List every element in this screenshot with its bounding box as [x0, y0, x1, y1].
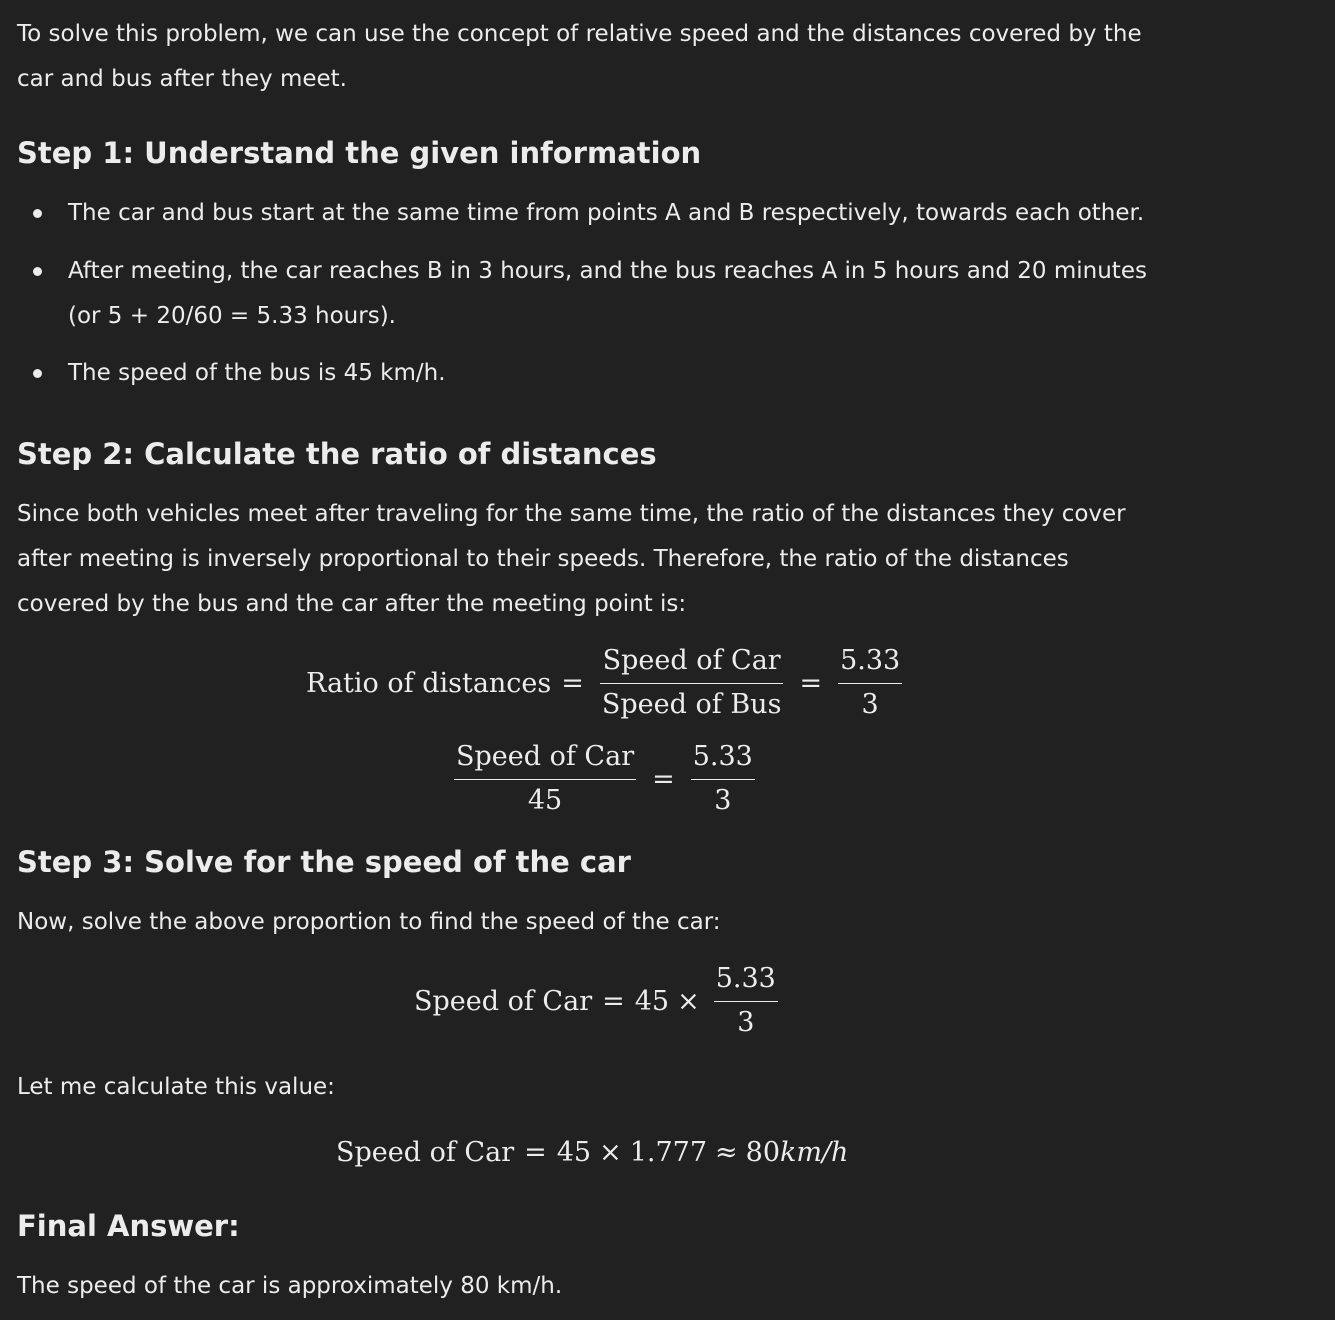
final-answer-text: The speed of the car is approximately 80 km/h. — [17, 1273, 563, 1299]
equals-sign: = — [602, 985, 625, 1017]
fraction-numerator: 5.33 — [715, 962, 776, 994]
car-speed-result-equation — [336, 1130, 848, 1174]
step1-bullet-2: After meeting, the car reaches B in 3 hours, and the bus reaches A in 5 hours and 20 minutes (or 5 + 20/60 = 5.33 hours). — [68, 258, 1147, 329]
speed-ratio-fraction — [600, 642, 784, 725]
times-sign: × — [677, 985, 700, 1017]
time-ratio-fraction — [691, 738, 755, 821]
step2-heading: Step 2: Calculate the ratio of distances — [17, 437, 657, 471]
bullet-dot — [33, 209, 42, 218]
approx-sign: ≈ — [715, 1136, 738, 1168]
factor-value: 45 — [556, 1136, 592, 1168]
ratio-equation — [306, 640, 908, 726]
fraction-numerator: 5.33 — [692, 740, 753, 772]
ratio-value: 1.777 — [629, 1136, 708, 1168]
proportion-equation — [448, 736, 761, 822]
car-speed-fraction — [454, 738, 636, 821]
result-unit: km/h — [780, 1136, 849, 1168]
step2-paragraph: Since both vehicles meet after traveling for the same time, the ratio of the distances they cover after meeting is inversely proportional to their speeds. Therefore, the ratio of the distances covered by the bus and the car after the meeting point is: — [17, 501, 1126, 617]
bullet-dot — [33, 369, 42, 378]
fraction-bar — [600, 683, 784, 685]
times-sign: × — [599, 1136, 622, 1168]
fraction-denominator: 3 — [861, 689, 879, 721]
fraction-numerator: 5.33 — [840, 644, 901, 676]
intro-paragraph: To solve this problem, we can use the concept of relative speed and the distances covered by the car and bus after they meet. — [17, 21, 1142, 92]
result-value: 80 — [745, 1136, 780, 1168]
car-speed-equation — [414, 958, 784, 1044]
fraction-bar — [714, 1001, 778, 1003]
fraction-numerator: Speed of Car — [602, 644, 781, 676]
fraction-denominator: Speed of Bus — [601, 689, 782, 721]
equals-sign: = — [524, 1136, 547, 1168]
step1-bullet-1: The car and bus start at the same time from points A and B respectively, towards each other. — [68, 200, 1145, 226]
calc-label: Let me calculate this value: — [17, 1074, 335, 1100]
equation-lhs: Speed of Car — [336, 1136, 515, 1168]
fraction-denominator: 45 — [527, 785, 563, 817]
final-heading: Final Answer: — [17, 1209, 240, 1243]
fraction-numerator: Speed of Car — [456, 740, 635, 772]
fraction-bar — [838, 683, 902, 685]
equals-sign: = — [799, 667, 823, 699]
step3-paragraph: Now, solve the above proportion to find the speed of the car: — [17, 909, 721, 935]
time-ratio-fraction — [838, 642, 902, 725]
equals-sign: = — [652, 763, 675, 795]
step1-bullet-3: The speed of the bus is 45 km/h. — [68, 360, 446, 386]
equals-sign: = — [561, 667, 584, 699]
fraction-denominator: 3 — [737, 1007, 755, 1039]
step3-heading: Step 3: Solve for the speed of the car — [17, 845, 631, 879]
step1-heading: Step 1: Understand the given information — [17, 136, 702, 170]
fraction-denominator: 3 — [714, 785, 732, 817]
bullet-dot — [33, 267, 42, 276]
fraction-bar — [454, 779, 636, 781]
factor-value: 45 — [634, 985, 670, 1017]
fraction-bar — [691, 779, 755, 781]
equation-lhs: Speed of Car — [414, 985, 593, 1017]
time-ratio-fraction — [714, 960, 778, 1043]
ratio-lhs: Ratio of distances — [306, 667, 552, 699]
